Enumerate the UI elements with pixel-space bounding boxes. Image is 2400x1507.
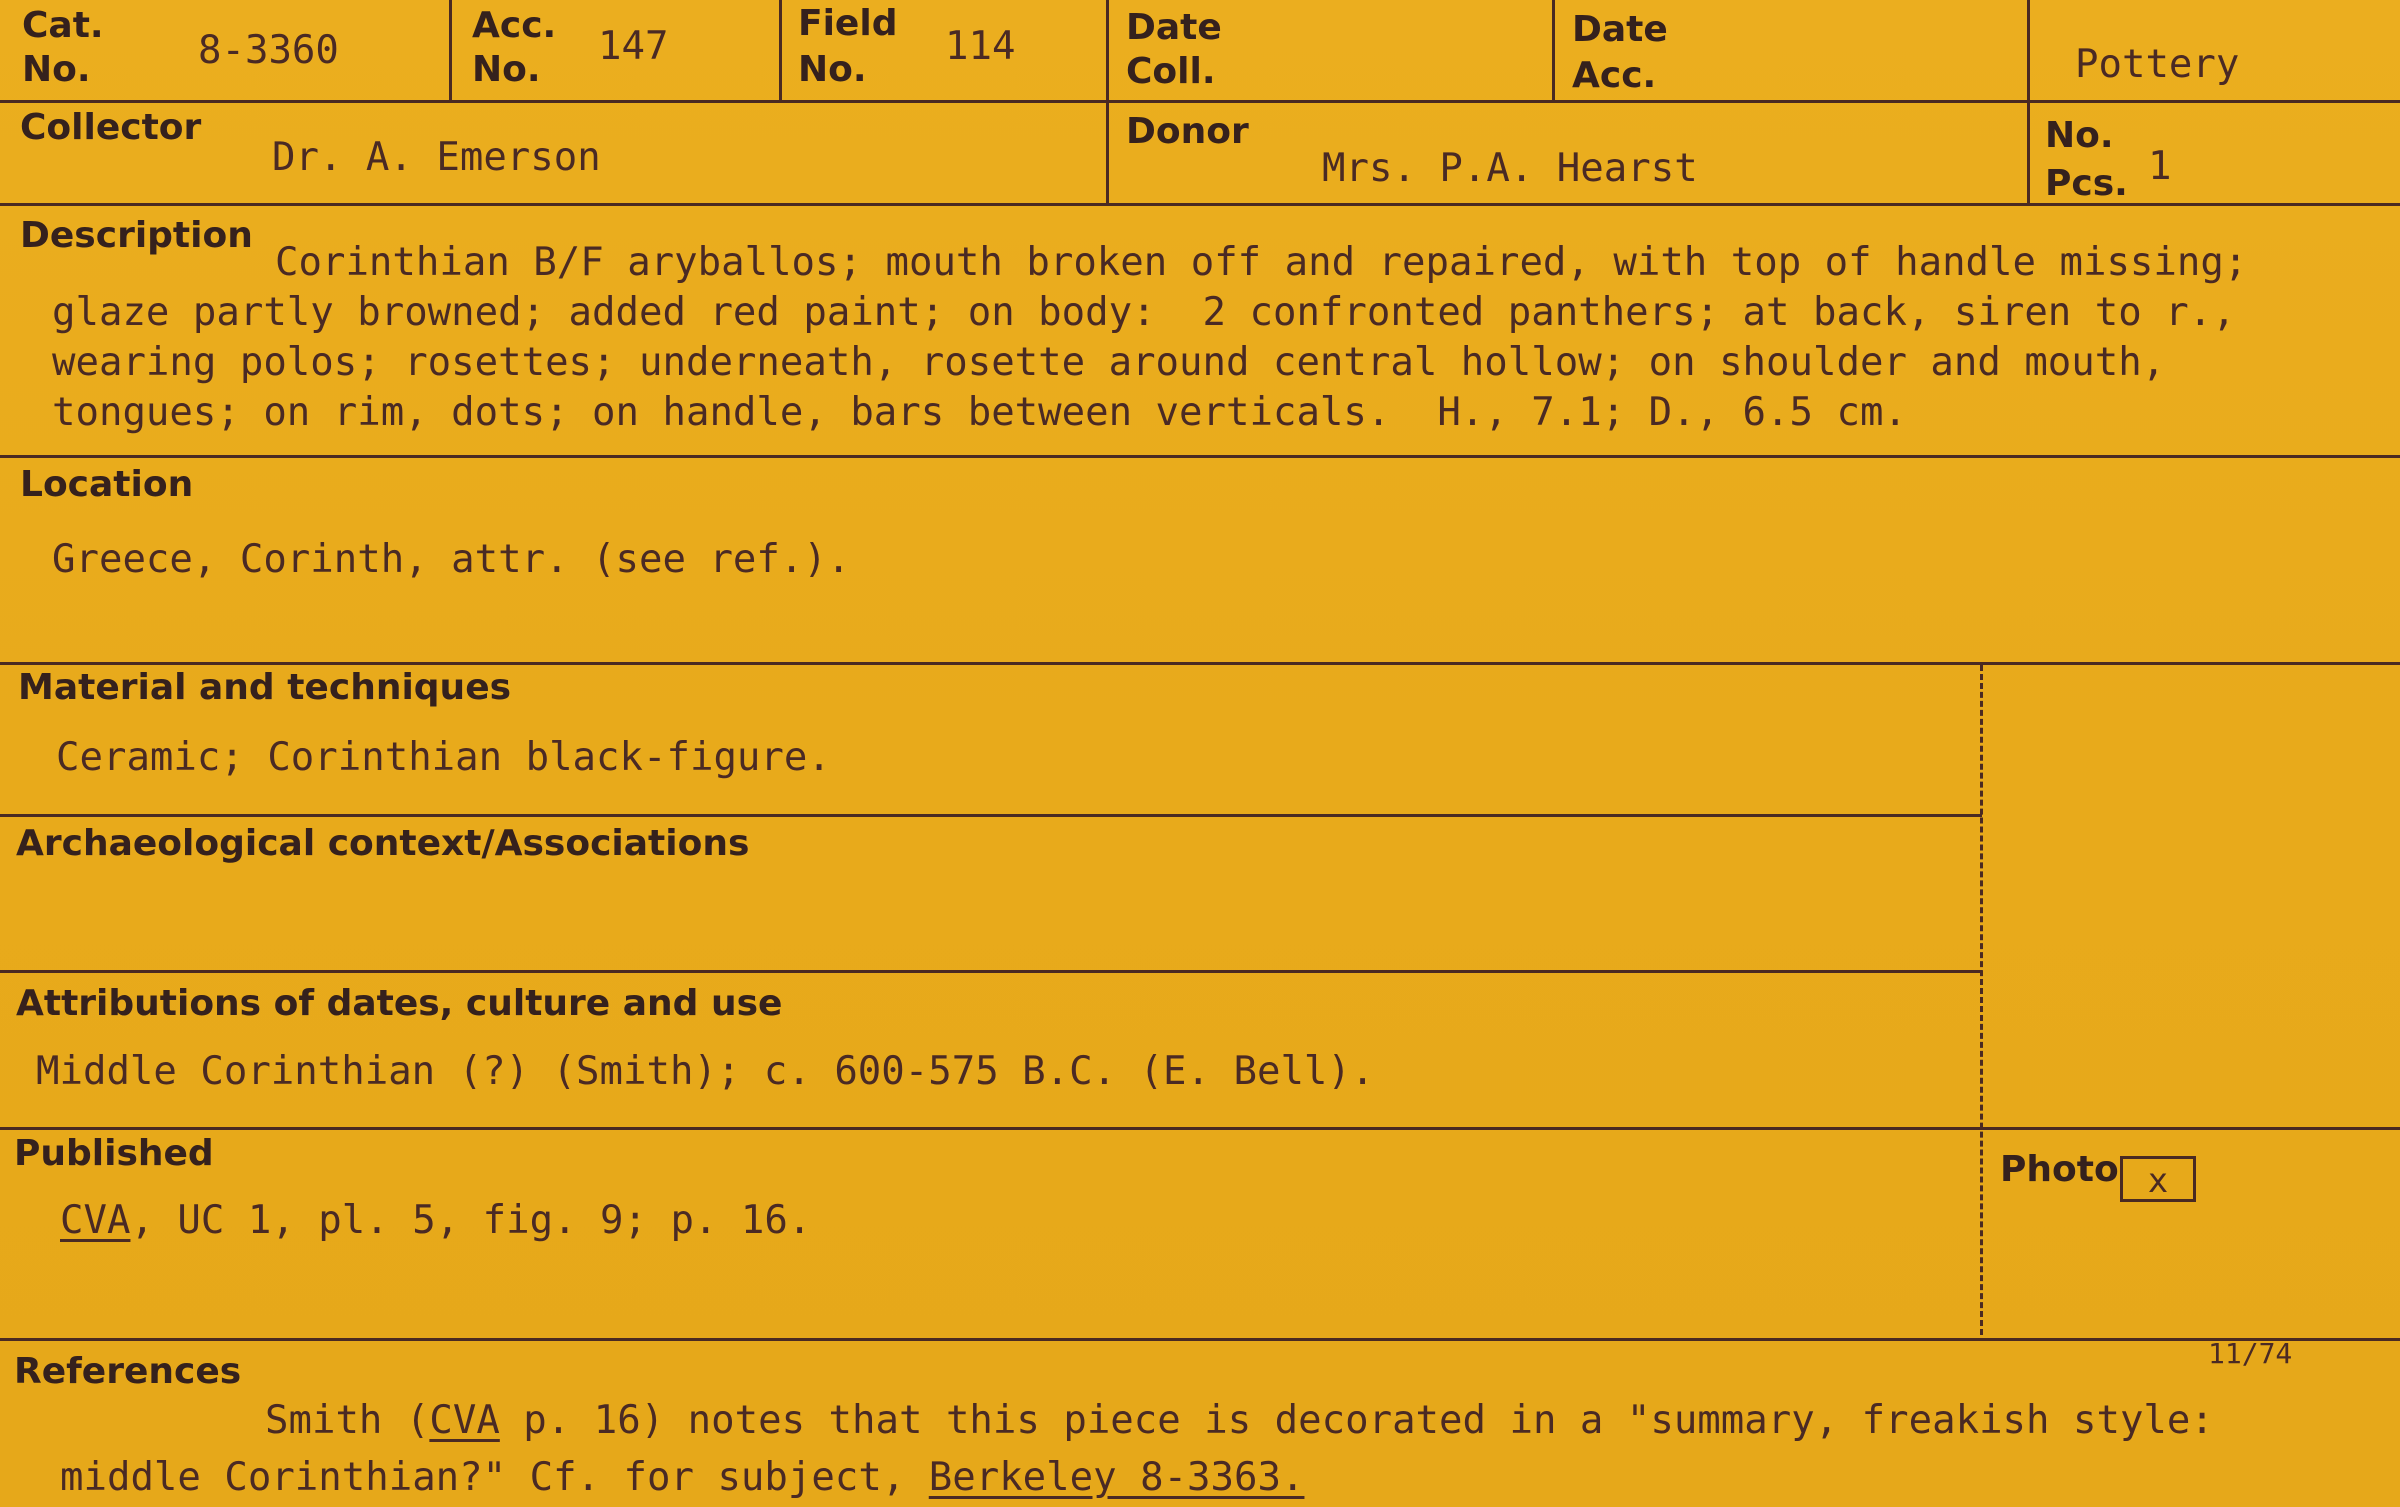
- acc-no-label-bottom: No.: [472, 49, 541, 90]
- cat-no-label-bottom: No.: [22, 49, 91, 90]
- description-line-3: wearing polos; rosettes; underneath, rosette around central hollow; on shoulder and mouth,: [52, 340, 2166, 385]
- references-label: References: [14, 1351, 242, 1392]
- field-no-value: 114: [945, 24, 1016, 69]
- pieces-label-top: No.: [2045, 115, 2114, 156]
- cat-no-label-top: Cat.: [22, 5, 104, 46]
- collector-label: Collector: [20, 107, 202, 148]
- references-line-1: [265, 1396, 2214, 1447]
- published-label: Published: [14, 1133, 214, 1174]
- location-value: Greece, Corinth, attr. (see ref.).: [52, 537, 851, 582]
- divider: [0, 1338, 2400, 1341]
- cat-no-value: 8-3360: [198, 28, 339, 73]
- description-label: Description: [20, 215, 253, 256]
- donor-label: Donor: [1126, 111, 1249, 152]
- description-line-2: glaze partly browned; added red paint; on body: 2 confronted panthers; at back, siren to r.,: [52, 290, 2236, 335]
- divider: [0, 203, 2400, 206]
- attributions-value: Middle Corinthian (?) (Smith); c. 600-575 B.C. (E. Bell).: [36, 1049, 1375, 1094]
- dashed-divider: [1980, 665, 1983, 1335]
- field-no-label-bottom: No.: [798, 49, 867, 90]
- divider: [779, 0, 782, 102]
- photo-checkbox: x: [2120, 1156, 2196, 1202]
- acc-no-value: 147: [598, 24, 669, 69]
- card-title: Pottery: [2075, 42, 2240, 87]
- date-coll-label-top: Date: [1126, 7, 1222, 48]
- context-label: Archaeological context/Associations: [16, 823, 750, 864]
- collector-value: Dr. A. Emerson: [272, 135, 601, 180]
- pieces-label-bottom: Pcs.: [2045, 163, 2128, 204]
- description-line-1: Corinthian B/F aryballos; mouth broken off and repaired, with top of handle missing;: [275, 240, 2248, 285]
- references-line-2: [60, 1453, 1304, 1504]
- references-cva-link: CVA: [429, 1398, 500, 1443]
- references-text: p. 16) notes that this piece is decorated in a "summary, freakish style:: [499, 1398, 2214, 1443]
- divider: [0, 970, 1982, 973]
- pieces-value: 1: [2148, 144, 2172, 189]
- references-text: middle Corinthian?" Cf. for subject,: [60, 1455, 929, 1500]
- references-date-note: 11/74: [2208, 1337, 2293, 1370]
- description-line-4: tongues; on rim, dots; on handle, bars between verticals. H., 7.1; D., 6.5 cm.: [52, 390, 1907, 435]
- published-value: [60, 1196, 811, 1247]
- divider: [449, 0, 452, 102]
- published-citation: , UC 1, pl. 5, fig. 9; p. 16.: [130, 1198, 812, 1243]
- divider: [0, 662, 2400, 665]
- published-cva-link: CVA: [60, 1198, 131, 1243]
- references-text: Smith (: [265, 1398, 430, 1443]
- date-acc-label-top: Date: [1572, 9, 1668, 50]
- photo-label: Photo: [2000, 1149, 2119, 1190]
- field-no-label-top: Field: [798, 3, 898, 44]
- attributions-label: Attributions of dates, culture and use: [16, 983, 783, 1024]
- references-berkeley-link: Berkeley 8-3363.: [928, 1455, 1305, 1500]
- divider: [0, 814, 1982, 817]
- date-coll-label-bottom: Coll.: [1126, 51, 1216, 92]
- divider: [0, 100, 2400, 103]
- divider: [2027, 0, 2030, 205]
- acc-no-label-top: Acc.: [472, 5, 557, 46]
- date-acc-label-bottom: Acc.: [1572, 55, 1657, 96]
- divider: [1106, 0, 1109, 205]
- material-value: Ceramic; Corinthian black-figure.: [56, 735, 831, 780]
- divider: [0, 1127, 2400, 1130]
- donor-value: Mrs. P.A. Hearst: [1322, 146, 1698, 191]
- location-label: Location: [20, 464, 194, 505]
- material-label: Material and techniques: [18, 667, 512, 708]
- divider: [0, 455, 2400, 458]
- divider: [1552, 0, 1555, 102]
